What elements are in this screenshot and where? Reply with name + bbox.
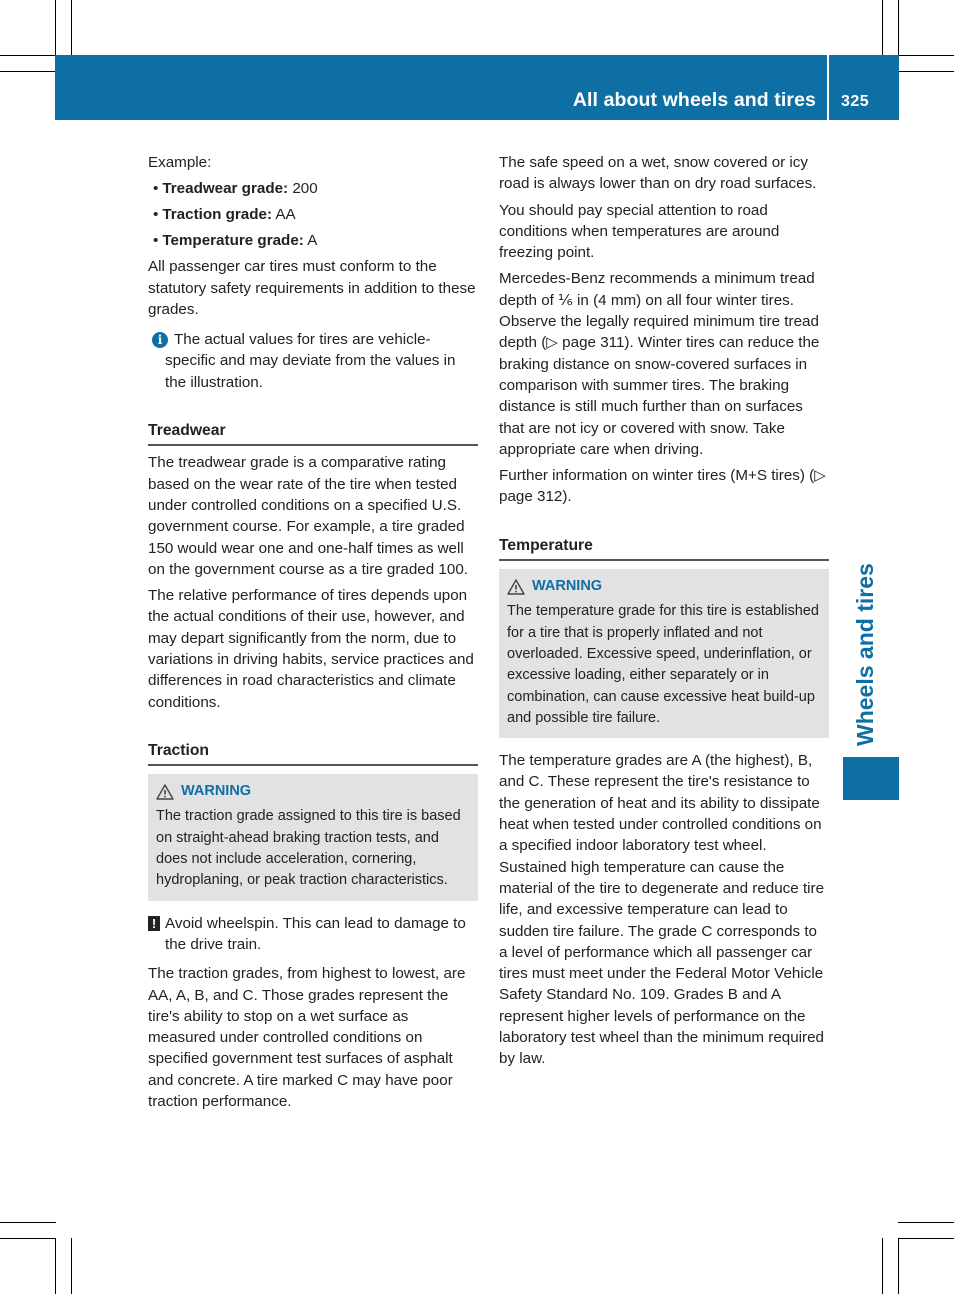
warning-text: The temperature grade for this tire is established for a tire that is properly inflated and not overloaded. Excessive speed, underinflation, or excessive loading, either separately or in combination, can cause excessive heat build-up and possible tire failure. (507, 603, 819, 726)
bullet-value: A (303, 232, 318, 250)
crop-mark (71, 0, 72, 56)
crop-mark (898, 0, 899, 56)
crop-mark (0, 1222, 56, 1223)
crop-mark (0, 55, 56, 56)
header-divider (827, 55, 829, 120)
right-column (499, 152, 829, 1075)
paragraph: The relative performance of tires depends upon the actual conditions of their use, however, and may depart significantly from the norm, due to variations in driving habits, service practices and differences in road characteristics and climate conditions. (148, 587, 474, 711)
list-item (153, 230, 478, 251)
paragraph: You should pay special attention to road conditions when temperatures are around freezing point. (499, 201, 780, 262)
crop-mark (882, 0, 883, 56)
crop-mark (55, 1238, 56, 1294)
chapter-thumb-tab (843, 757, 899, 800)
bullet-label: Traction grade: (162, 206, 273, 224)
info-note-text: The actual values for tires are vehicle-specific and may deviate from the values in the illustration. (165, 331, 456, 391)
crop-mark (898, 71, 954, 72)
crop-mark (898, 1222, 954, 1223)
warning-label: WARNING (532, 578, 603, 595)
warning-header (156, 781, 470, 802)
crop-mark (898, 1238, 899, 1294)
page-header (55, 55, 899, 120)
chapter-side-label: Wheels and tires (852, 563, 878, 746)
warning-text: The traction grade assigned to this tire is based on straight-ahead braking traction tests, and does not include acceleration, cornering, hydroplaning, or peak traction characteristics. (156, 808, 461, 889)
bullet-value: AA (272, 206, 296, 224)
left-column (148, 152, 478, 1117)
info-icon: i (152, 332, 168, 348)
info-note (148, 329, 478, 393)
warning-label: WARNING (181, 783, 252, 800)
crop-mark (55, 0, 56, 56)
grade-list (148, 178, 478, 251)
paragraph: Further information on winter tires (M+S tires) (▷ page 312). (499, 467, 826, 506)
crop-mark (0, 71, 56, 72)
page-number: 325 (841, 93, 870, 110)
traction-heading: Traction (148, 740, 478, 766)
caution-note (148, 913, 478, 956)
crop-mark (71, 1238, 72, 1294)
paragraph: All passenger car tires must conform to the statutory safety requirements in addition to these grades. (148, 258, 476, 318)
caution-text: Avoid wheelspin. This can lead to damage to the drive train. (165, 914, 466, 953)
bullet-value: 200 (288, 180, 318, 198)
bullet-label: Temperature grade: (162, 232, 304, 250)
paragraph: Mercedes-Benz recommends a minimum tread depth of ⅙ in (4 mm) on all four winter tires. Observe the legally required minimum tire tread depth (▷ page 311). Winter tires can reduce the braking distance on snow-covered surfaces in comparison with summer tires. The braking distance is still much further than on surfaces that are not icy or covered with snow. Take appropriate care when driving. (499, 270, 820, 458)
paragraph: The safe speed on a wet, snow covered or icy road is always lower than on dry road surfaces. (499, 154, 817, 193)
temperature-heading: Temperature (499, 535, 829, 561)
list-item (153, 204, 478, 225)
paragraph: The treadwear grade is a comparative rating based on the wear rate of the tire when tested under controlled conditions on a specified U.S. government course. For example, a tire graded 150 would wear one and one-half times as well on the government course as a tire graded 100. (148, 454, 468, 578)
treadwear-heading: Treadwear (148, 420, 478, 446)
crop-mark (882, 1238, 883, 1294)
paragraph: The traction grades, from highest to lowest, are AA, A, B, and C. Those grades represent the tire's ability to stop on a wet surface as measured under controlled conditions on specified government test surfaces of asphalt and concrete. A tire marked C may have poor traction performance. (148, 965, 466, 1111)
warning-box (148, 774, 478, 900)
warning-box (499, 569, 829, 738)
example-label: Example: (148, 154, 212, 171)
warning-triangle-icon (507, 579, 525, 595)
bullet-label: Treadwear grade: (162, 180, 289, 198)
paragraph: The temperature grades are A (the highest), B, and C. These represent the tire's resistance to the generation of heat and its ability to dissipate heat when tested under controlled conditions on a specified indoor laboratory test wheel. Sustained high temperature can cause the material of the tire to degenerate and reduce tire life, and excessive temperature can lead to sudden tire failure. The grade C corresponds to a level of performance which all passenger car tires must meet under the Federal Motor Vehicle Safety Standard No. 109. Grades B and A represent higher levels of performance on the laboratory test wheel than the minimum required by law. (499, 752, 825, 1068)
crop-mark (0, 1238, 56, 1239)
exclamation-icon: ! (148, 916, 160, 931)
crop-mark (898, 55, 954, 56)
section-title: All about wheels and tires (572, 89, 816, 111)
warning-header (507, 576, 821, 597)
crop-mark (898, 1238, 954, 1239)
warning-triangle-icon (156, 784, 174, 800)
list-item (153, 178, 478, 199)
